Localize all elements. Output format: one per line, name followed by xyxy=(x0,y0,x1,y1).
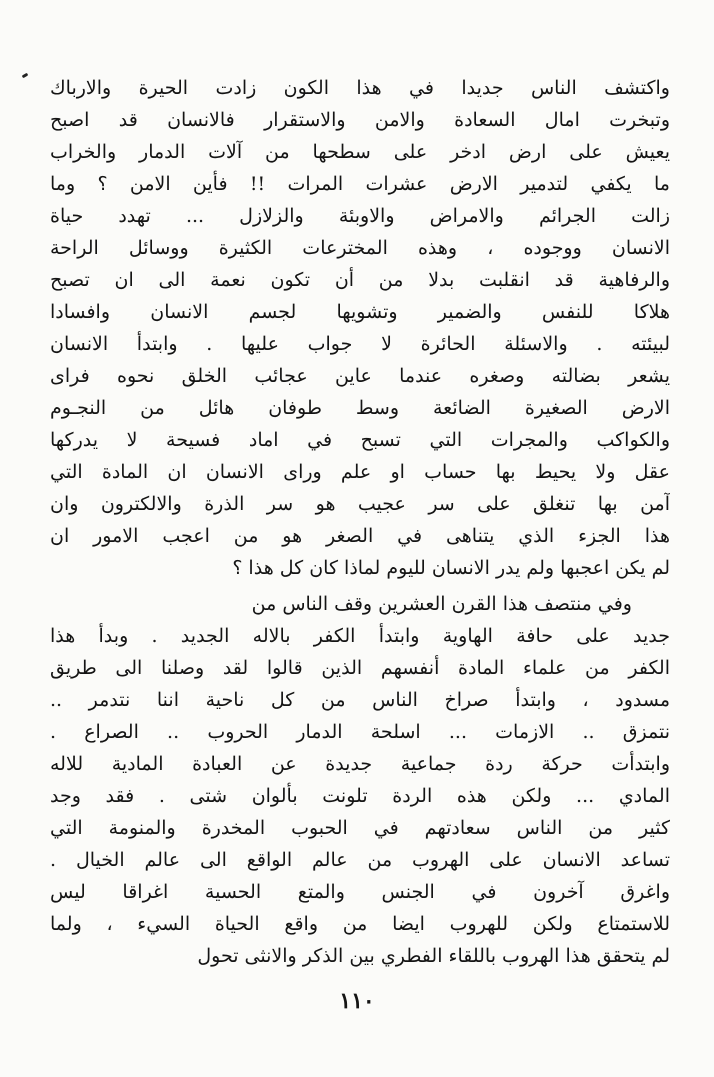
text-line: لم يكن اعجبها ولم يدر الانسان لليوم لماذا كان كل هذا ؟ xyxy=(232,557,670,579)
text-line: وتبخرت امال السعادة والامن والاستقرار فالانسان قد اصبح xyxy=(50,109,670,131)
text-line: وفي منتصف هذا القرن العشرين وقف الناس من xyxy=(251,593,632,615)
print-speck xyxy=(22,73,29,79)
text-line: الانسان ووجوده ، وهذه المخترعات الكثيرة ووسائل الراحة xyxy=(50,237,670,259)
text-line: لم يتحقق هذا الهروب باللقاء الفطري بين الذكر والانثى تحول xyxy=(197,945,670,967)
text-line: يعيش على ارض ادخر على سطحها من آلات الدمار والخراب xyxy=(50,141,670,163)
text-line: مسدود ، وابتدأ صراخ الناس من كل ناحية اننا نتدمر .. xyxy=(50,689,670,711)
text-line: آمن بها تنغلق على سر عجيب هو سر الذرة والالكترون وان xyxy=(50,493,670,515)
text-line: والرفاهية قد انقلبت بدلا من أن تكون نعمة الى ان تصبح xyxy=(50,269,670,291)
text-line: يشعر بضالته وصغره عندما عاين عجائب الخلق نحوه فراى xyxy=(50,365,670,387)
text-line: كثير من الناس سعادتهم في الحبوب المخدرة والمنومة التي xyxy=(50,817,670,839)
text-line: عقل ولا يحيط بها حساب او علم وراى الانسان ان المادة التي xyxy=(50,461,670,483)
text-line: جديد على حافة الهاوية وابتدأ الكفر بالاله الجديد . وبدأ هذا xyxy=(50,625,670,647)
text-line: والكواكب والمجرات التي تسبح في اماد فسيحة لا يدركها xyxy=(50,429,670,451)
page-number: ١١٠ xyxy=(339,988,375,1014)
text-line: المادي ... ولكن هذه الردة تلونت بألوان شتى . فقد وجد xyxy=(50,785,670,807)
text-line: هذا الجزء الذي يتناهى في الصغر هو من اعجب الامور ان xyxy=(50,525,670,547)
text-line: واغرق آخرون في الجنس والمتع الحسية اغراقا ليس xyxy=(50,881,670,903)
text-line: ما يكفي لتدمير الارض عشرات المرات !! فأين الامن ؟ وما xyxy=(50,173,670,195)
text-line: للاستمتاع ولكن للهروب ايضا من واقع الحياة السيء ، ولما xyxy=(50,913,670,935)
text-line: زالت الجرائم والامراض والاوبئة والزلازل ... تهدد حياة xyxy=(50,205,670,227)
text-line: تساعد الانسان على الهروب من عالم الواقع الى عالم الخيال . xyxy=(50,849,670,871)
paragraph-1 xyxy=(50,72,670,584)
text-line: لبيئته . والاسئلة الحائرة لا جواب عليها . وابتدأ الانسان xyxy=(50,333,670,355)
text-line: الكفر من علماء المادة أنفسهم الذين قالوا لقد وصلنا الى طريق xyxy=(50,657,670,679)
text-line: وابتدأت حركة ردة جماعية جديدة عن العبادة المادية للاله xyxy=(50,753,670,775)
text-line: نتمزق .. الازمات ... اسلحة الدمار الحروب .. الصراع . xyxy=(50,721,670,743)
text-line: الارض الصغيرة الضائعة وسط طوفان هائل من النجـوم xyxy=(50,397,670,419)
text-line: واكتشف الناس جديدا في هذا الكون زادت الحيرة والارباك xyxy=(50,77,670,99)
paragraph-2 xyxy=(50,588,670,972)
text-line: هلاكا للنفس والضمير وتشويها لجسم الانسان وافسادا xyxy=(50,301,670,323)
